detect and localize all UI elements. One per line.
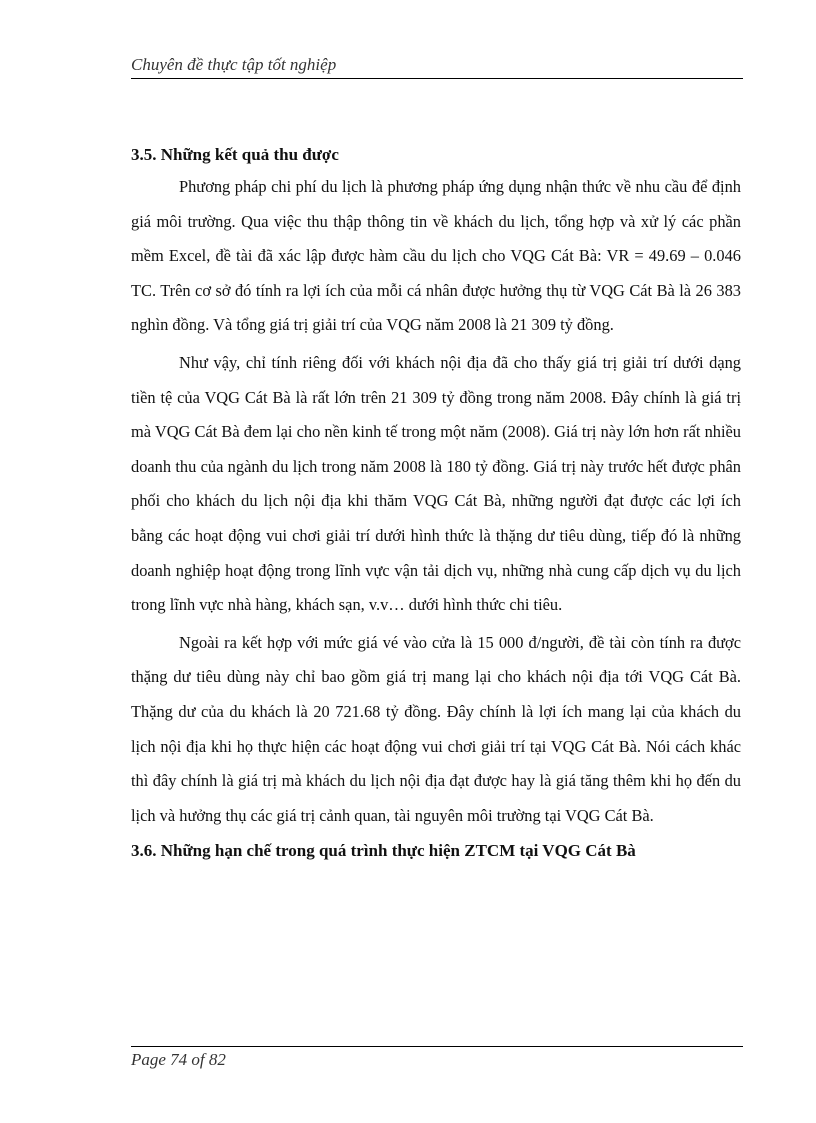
document-body xyxy=(131,140,741,866)
paragraph-1: Phương pháp chi phí du lịch là phương pháp ứng dụng nhận thức về nhu cầu để định giá môi trường. Qua việc thu thập thông tin về khách du lịch, tổng hợp và xử lý các phần mềm Excel, đề tài đã xác lập được hàm cầu du lịch cho VQG Cát Bà: VR = 49.69 – 0.046 TC. Trên cơ sở đó tính ra lợi ích của mỗi cá nhân được hưởng thụ từ VQG Cát Bà là 26 383 nghìn đồng. Và tổng giá trị giải trí của VQG năm 2008 là 21 309 tỷ đồng. xyxy=(131,177,741,335)
page-number: Page 74 of 82 xyxy=(131,1050,226,1069)
section-heading-3-5: 3.5. Những kết quả thu được xyxy=(131,145,339,164)
header-title: Chuyên đề thực tập tốt nghiệp xyxy=(131,55,337,74)
page-footer xyxy=(131,1046,743,1069)
paragraph-2: Như vậy, chỉ tính riêng đối với khách nội địa đã cho thấy giá trị giải trí dưới dạng tiền tệ của VQG Cát Bà là rất lớn trên 21 309 tỷ đồng trong năm 2008. Đây chính là giá trị mà VQG Cát Bà đem lại cho nền kinh tế trong một năm (2008). Giá trị này lớn hơn rất nhiều doanh thu của ngành du lịch trong năm 2008 là 180 tỷ đồng. Giá trị này trước hết được phân phối cho khách du lịch nội địa khi thăm VQG Cát Bà, những người đạt được các lợi ích bằng các hoạt động vui chơi giải trí dưới hình thức là thặng dư tiêu dùng, tiếp đó là những doanh nghiệp hoạt động trong lĩnh vực vận tải dịch vụ, những nhà cung cấp dịch vụ du lịch trong lĩnh vực nhà hàng, khách sạn, v.v… dưới hình thức chi tiêu. xyxy=(131,352,741,615)
page-header xyxy=(131,52,743,79)
section-heading-3-6: 3.6. Những hạn chế trong quá trình thực hiện ZTCM tại VQG Cát Bà xyxy=(131,841,636,861)
paragraph-3: Ngoài ra kết hợp với mức giá vé vào cửa là 15 000 đ/người, đề tài còn tính ra được thặng dư tiêu dùng này chỉ bao gồm giá trị mang lại cho khách nội địa tới VQG Cát Bà. Thặng dư của du khách là 20 721.68 tỷ đồng. Đây chính là lợi ích mang lại của khách du lịch nội địa khi họ thực hiện các hoạt động vui chơi giải trí tại VQG Cát Bà. Nói cách khác thì đây chính là giá trị mà khách du lịch nội địa đạt được hay là giá tăng thêm khi họ đến du lịch và hưởng thụ các giá trị cảnh quan, tài nguyên môi trường tại VQG Cát Bà. xyxy=(131,632,741,825)
